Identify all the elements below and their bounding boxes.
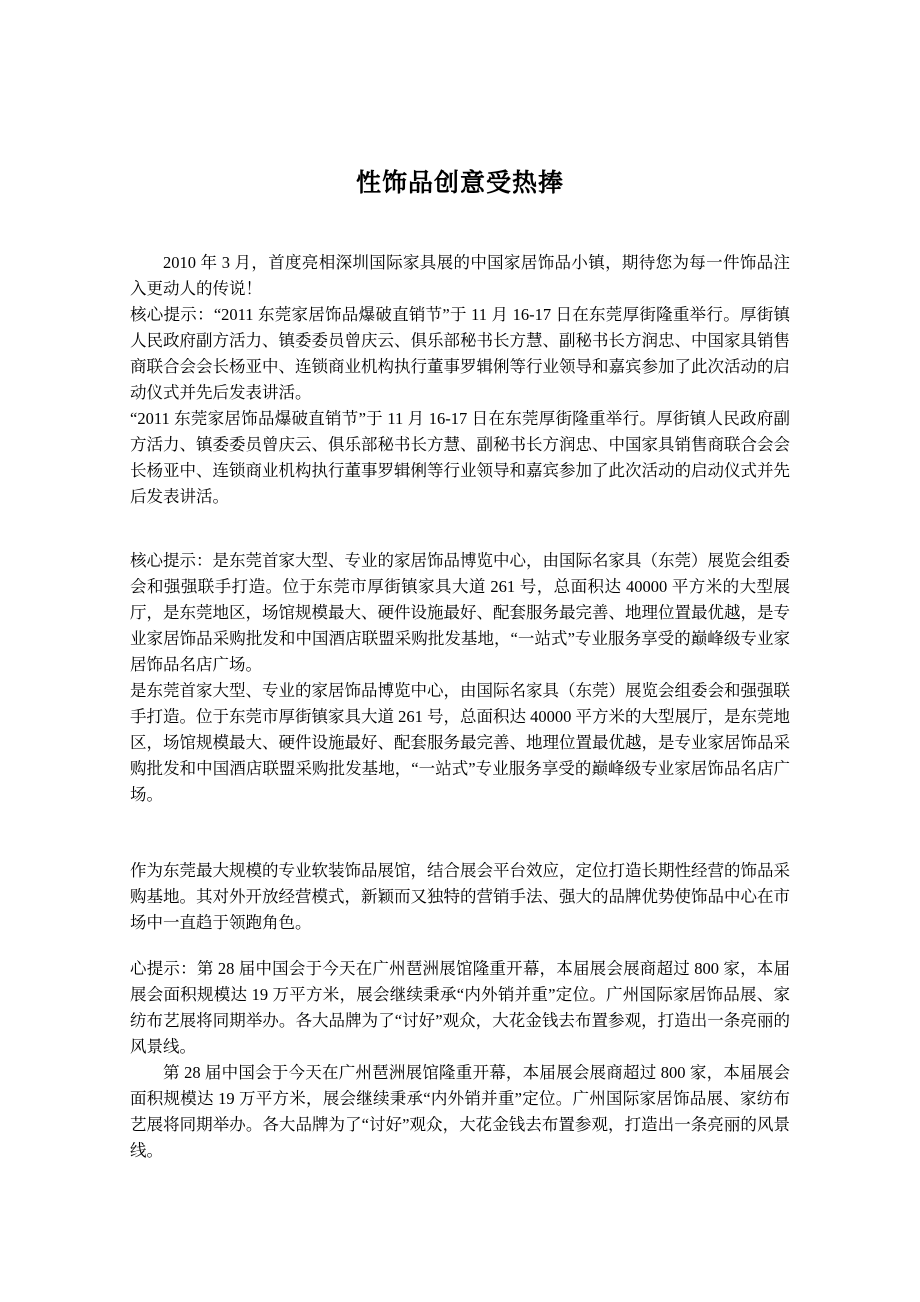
paragraph-core-tip-expo-center: 核心提示：是东莞首家大型、专业的家居饰品博览中心，由国际名家具（东莞）展览会组委会和强强联手打造。位于东莞市厚街镇家具大道 261 号，总面积达 40000 平方米的大型展厅，是东莞地区，场馆规模最大、硬件设施最好、配套服务最完善、地理位置最优越，是专业家居饰品采购批发和中国酒店联盟采购批发基地，“一站式”专业服务享受的巅峰级专业家居饰品名店广场。 xyxy=(130,551,790,674)
paragraph-core-tip-festival: 核心提示：“2011 东莞家居饰品爆破直销节”于 11 月 16-17 日在东莞厚街隆重举行。厚街镇人民政府副方活力、镇委委员曾庆云、俱乐部秘书长方慧、副秘书长方润忠、中国家具销售商联合会会长杨亚中、连锁商业机构执行董事罗辑俐等行业领导和嘉宾参加了此次活动的启动仪式并先后发表讲活。 xyxy=(130,305,790,402)
paragraph-intro-2010: 2010 年 3 月，首度亮相深圳国际家具展的中国家居饰品小镇，期待您为每一件饰品注入更动人的传说！ xyxy=(130,253,790,298)
paragraph-fair-repeat: 第 28 届中国会于今天在广州琶洲展馆隆重开幕，本届展会展商超过 800 家，本届展会面积规模达 19 万平方米，展会继续秉承“内外销并重”定位。广州国际家居饰品展、家纺布艺展将同期举办。各大品牌为了“讨好”观众，大花金钱去布置参观，打造出一条亮丽的风景线。 xyxy=(130,1063,790,1160)
document-title: 性饰品创意受热捧 xyxy=(355,170,564,197)
paragraph-fair-tip: 心提示：第 28 届中国会于今天在广州琶洲展馆隆重开幕，本届展会展商超过 800 家，本届展会面积规模达 19 万平方米，展会继续秉承“内外销并重”定位。广州国际家居饰品展、家纺布艺展将同期举办。各大品牌为了“讨好”观众，大花金钱去布置参观，打造出一条亮丽的风景线。 xyxy=(130,959,790,1056)
paragraph-soft-decoration-venue: 作为东莞最大规模的专业软装饰品展馆，结合展会平台效应，定位打造长期性经营的饰品采购基地。其对外开放经营模式，新颖而又独特的营销手法、强大的品牌优势使饰品中心在市场中一直趋于领跑角色。 xyxy=(130,861,790,932)
paragraph-expo-center-repeat: 是东莞首家大型、专业的家居饰品博览中心，由国际名家具（东莞）展览会组委会和强强联手打造。位于东莞市厚街镇家具大道 261 号，总面积达 40000 平方米的大型展厅，是东莞地区，场馆规模最大、硬件设施最好、配套服务最完善、地理位置最优越，是专业家居饰品采购批发和中国酒店联盟采购批发基地，“一站式”专业服务享受的巅峰级专业家居饰品名店广场。 xyxy=(130,681,790,804)
paragraph-festival-repeat: “2011 东莞家居饰品爆破直销节”于 11 月 16-17 日在东莞厚街隆重举行。厚街镇人民政府副方活力、镇委委员曾庆云、俱乐部秘书长方慧、副秘书长方润忠、中国家具销售商联合会会长杨亚中、连锁商业机构执行董事罗辑俐等行业领导和嘉宾参加了此次活动的启动仪式并先后发表讲活。 xyxy=(130,409,790,506)
